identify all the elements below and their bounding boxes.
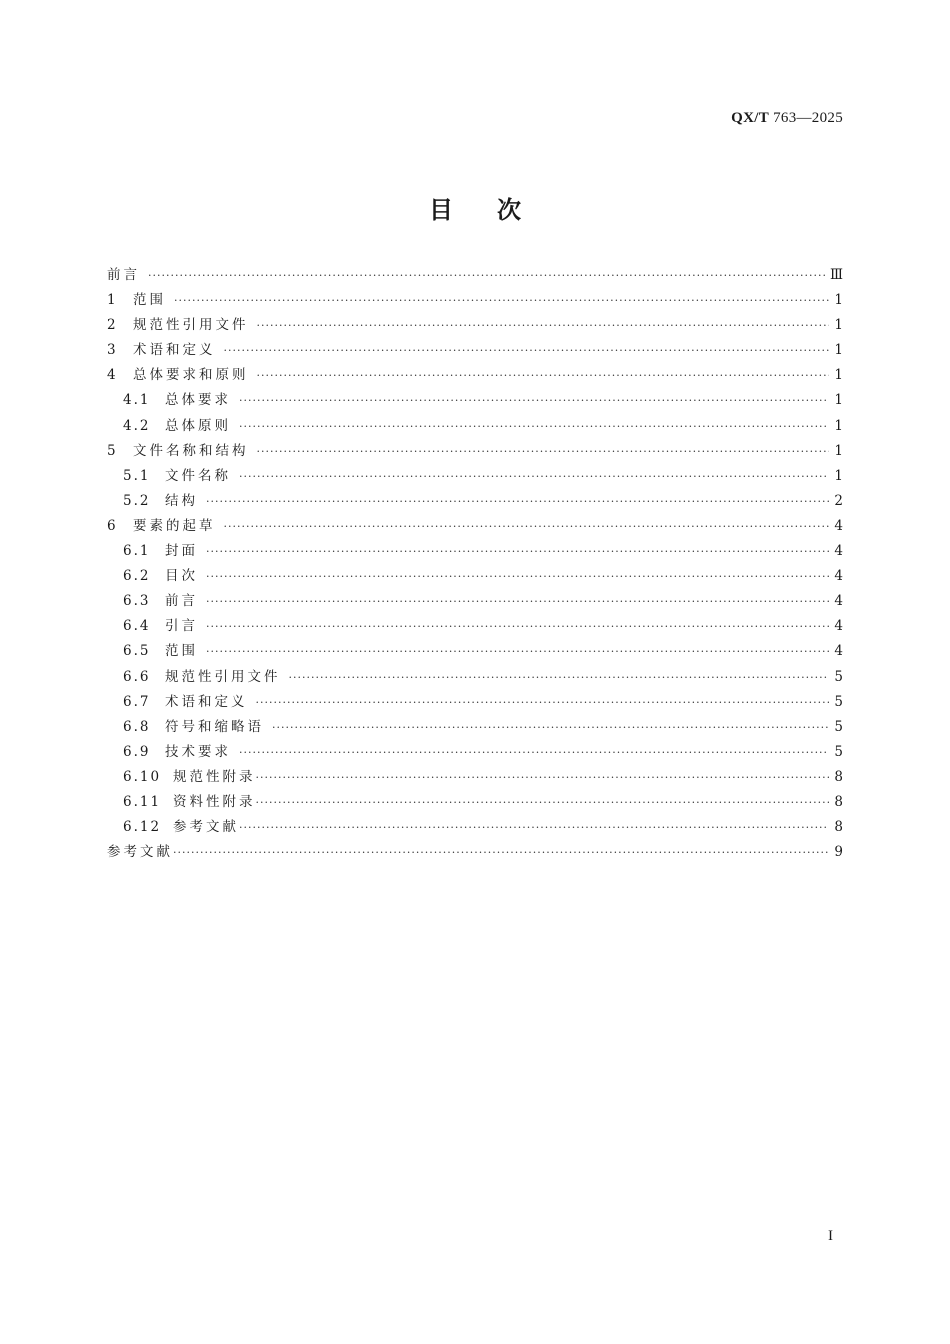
- toc-dot-leader: [289, 671, 830, 684]
- toc-dot-leader: [272, 721, 829, 734]
- toc-entry-page: 8: [834, 768, 843, 785]
- toc-entry-page: 8: [834, 819, 843, 836]
- toc-entry-number: 5.2: [123, 492, 151, 509]
- toc-dot-leader: [257, 445, 830, 458]
- toc-entry[interactable]: [107, 489, 843, 514]
- toc-entry[interactable]: [107, 639, 843, 664]
- toc-entry-number: 6.10: [123, 768, 162, 785]
- toc-entry-label: 文件名称和结构: [133, 442, 249, 459]
- toc-entry[interactable]: [107, 263, 843, 288]
- toc-entry-label: 符号和缩略语: [165, 718, 264, 735]
- toc-dot-leader: [173, 846, 829, 859]
- toc-entry-label: 总体原则: [165, 417, 231, 434]
- toc-dot-leader: [256, 771, 830, 784]
- toc-dot-leader: [174, 294, 829, 307]
- toc-entry-label: 结构: [165, 492, 198, 509]
- toc-entry[interactable]: [107, 313, 843, 338]
- toc-entry-label: 术语和定义: [133, 342, 216, 359]
- toc-entry-page: 4: [834, 568, 843, 585]
- toc-entry-page: 1: [834, 367, 843, 384]
- page-title-char-2: 次: [497, 196, 521, 224]
- toc-dot-leader: [224, 344, 830, 357]
- toc-entry-number: 6.5: [123, 643, 151, 660]
- page-number: I: [828, 1228, 833, 1244]
- toc-entry-number: 3: [107, 342, 118, 359]
- toc-dot-leader: [206, 495, 829, 508]
- toc-entry-label: 范围: [133, 292, 166, 309]
- toc-entry[interactable]: [107, 363, 843, 388]
- toc-entry-number: 6.2: [123, 568, 151, 585]
- toc-entry-number: 6.1: [123, 543, 151, 560]
- toc-entry-label: 规范性引用文件: [133, 317, 249, 334]
- toc-entry-page: Ⅲ: [829, 267, 843, 283]
- toc-entry-number: 4: [107, 367, 118, 384]
- toc-entry-page: 1: [834, 342, 843, 359]
- toc-entry-page: 1: [834, 467, 843, 484]
- toc-dot-leader: [206, 645, 829, 658]
- toc-entry[interactable]: [107, 439, 843, 464]
- toc-entry[interactable]: [107, 464, 843, 489]
- toc-dot-leader: [239, 470, 829, 483]
- toc-entry-number: 6.11: [123, 793, 162, 810]
- toc-dot-leader: [256, 696, 830, 709]
- toc-entry-number: 6: [107, 517, 118, 534]
- toc-entry-label: 要素的起草: [133, 517, 216, 534]
- toc-entry-label: 引言: [165, 618, 198, 635]
- toc-entry-number: 6.12: [123, 819, 162, 836]
- document-code-prefix: QX/T: [731, 110, 770, 126]
- toc-entry-number: 6.9: [123, 743, 151, 760]
- toc-dot-leader: [206, 595, 829, 608]
- toc-entry[interactable]: [107, 840, 843, 865]
- toc-entry-label: 前言: [107, 267, 140, 283]
- toc-entry-number: 5: [107, 442, 118, 459]
- toc-entry-page: 5: [834, 668, 843, 685]
- toc-entry[interactable]: [107, 514, 843, 539]
- toc-entry-number: 1: [107, 292, 118, 309]
- toc-entry-number: 6.4: [123, 618, 151, 635]
- toc-entry-page: 1: [834, 392, 843, 409]
- toc-dot-leader: [239, 821, 829, 834]
- toc-entry-number: 6.8: [123, 718, 151, 735]
- toc-entry[interactable]: [107, 790, 843, 815]
- toc-dot-leader: [257, 369, 830, 382]
- page-title-char-1: 目: [429, 196, 453, 224]
- toc-dot-leader: [206, 620, 829, 633]
- toc-entry[interactable]: [107, 614, 843, 639]
- toc-entry[interactable]: [107, 288, 843, 313]
- toc-dot-leader: [239, 746, 829, 759]
- toc-entry[interactable]: [107, 690, 843, 715]
- toc-entry-page: 4: [834, 517, 843, 534]
- toc-dot-leader: [239, 394, 829, 407]
- toc-entry-label: 术语和定义: [165, 693, 248, 710]
- toc-entry[interactable]: [107, 338, 843, 363]
- toc-entry-page: 5: [834, 718, 843, 735]
- toc-entry-label: 总体要求和原则: [133, 367, 249, 384]
- toc-entry[interactable]: [107, 564, 843, 589]
- toc-entry-label: 技术要求: [165, 743, 231, 760]
- toc-entry-number: 6.3: [123, 593, 151, 610]
- toc-entry-page: 9: [834, 844, 843, 861]
- toc-dot-leader: [256, 796, 830, 809]
- toc-entry-number: 6.6: [123, 668, 151, 685]
- toc-entry[interactable]: [107, 665, 843, 690]
- toc-entry[interactable]: [107, 765, 843, 790]
- toc-entry-number: 6.7: [123, 693, 151, 710]
- toc-entry-label: 文件名称: [165, 467, 231, 484]
- toc-entry-number: 5.1: [123, 467, 151, 484]
- toc-entry-label: 目次: [165, 568, 198, 585]
- toc-entry-number: 2: [107, 317, 118, 334]
- table-of-contents: [107, 263, 843, 865]
- toc-dot-leader: [206, 570, 829, 583]
- toc-entry[interactable]: [107, 589, 843, 614]
- toc-entry[interactable]: [107, 715, 843, 740]
- toc-entry-label: 资料性附录: [173, 793, 256, 810]
- toc-entry-page: 4: [834, 618, 843, 635]
- document-code-number: 763—2025: [773, 110, 843, 126]
- toc-dot-leader: [257, 319, 830, 332]
- toc-entry-page: 1: [834, 417, 843, 434]
- toc-entry-number: 4.2: [123, 417, 151, 434]
- toc-entry[interactable]: [107, 815, 843, 840]
- toc-entry-label: 参考文献: [173, 819, 239, 836]
- toc-entry-page: 5: [834, 693, 843, 710]
- toc-entry-label: 总体要求: [165, 392, 231, 409]
- toc-dot-leader: [206, 545, 829, 558]
- toc-entry[interactable]: [107, 414, 843, 439]
- toc-entry-page: 4: [834, 543, 843, 560]
- toc-entry-page: 2: [834, 492, 843, 509]
- toc-dot-leader: [224, 520, 830, 533]
- toc-entry-page: 1: [834, 442, 843, 459]
- toc-entry-page: 5: [834, 743, 843, 760]
- toc-entry-page: 1: [834, 317, 843, 334]
- toc-entry-label: 规范性引用文件: [165, 668, 281, 685]
- toc-entry[interactable]: [107, 740, 843, 765]
- toc-entry-page: 1: [834, 292, 843, 309]
- toc-entry-number: 4.1: [123, 392, 151, 409]
- toc-entry[interactable]: [107, 388, 843, 413]
- document-code: [731, 110, 843, 127]
- toc-entry-page: 4: [834, 593, 843, 610]
- toc-dot-leader: [148, 269, 826, 282]
- toc-entry-label: 前言: [165, 593, 198, 610]
- toc-entry-label: 参考文献: [107, 844, 173, 861]
- toc-entry-page: 8: [834, 793, 843, 810]
- toc-entry-page: 4: [834, 643, 843, 660]
- toc-entry-label: 规范性附录: [173, 768, 256, 785]
- page-title: [0, 190, 950, 225]
- toc-dot-leader: [239, 420, 829, 433]
- toc-entry-label: 范围: [165, 643, 198, 660]
- toc-entry-label: 封面: [165, 543, 198, 560]
- toc-entry[interactable]: [107, 539, 843, 564]
